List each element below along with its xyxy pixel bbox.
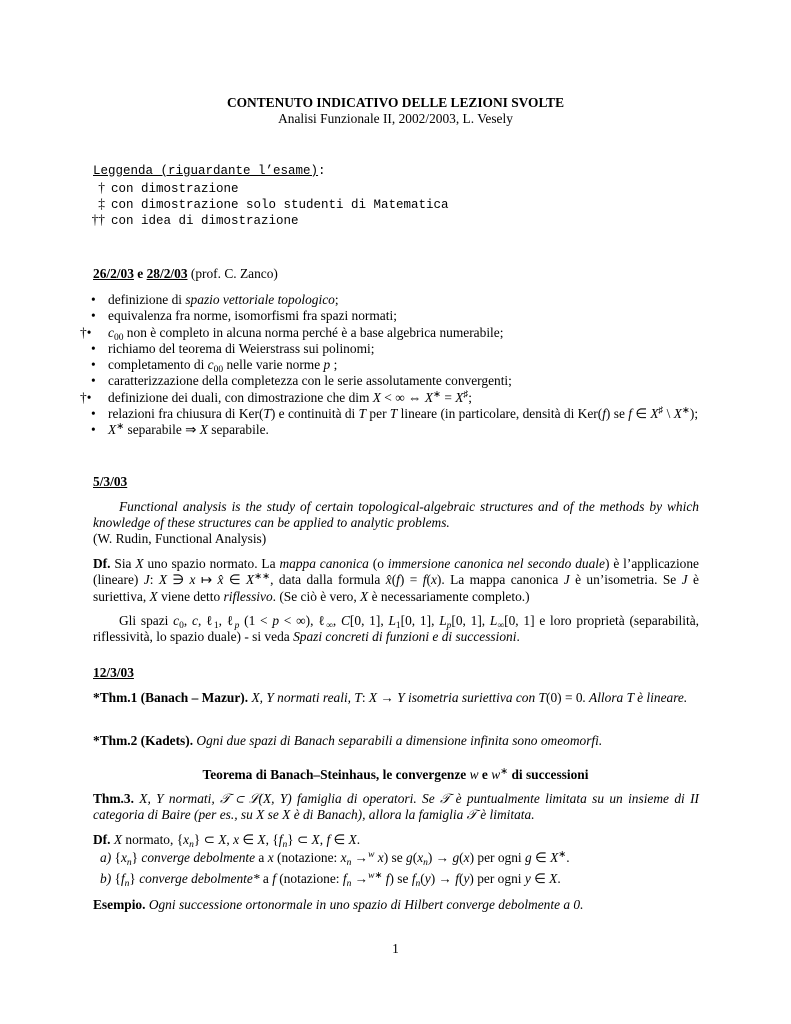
bullet-icon: • [91,340,96,356]
definition-body: Sia X uno spazio normato. La mappa canonica (o immersione canonica nel secondo duale) è l’applicazione (lineare) J: X ∋ x ↦ x̂ ∈ X∗∗, data dalla formula x̂(f) = f(x). La mappa canonica J è un’isometria. Se J è suriettiva, X viene detto riflessivo. (Se ciò è vero, X è necessariamente completo.) [93,556,699,604]
section-date: 28/2/03 [146,266,188,281]
list-item-text: richiamo del teorema di Weierstrass sui polinomi; [108,340,375,356]
list-item [93,406,713,422]
definition-weak-convergence [93,832,699,848]
legend-item [81,212,299,228]
dagger-bullet-icon: †• [80,324,92,340]
document-subtitle: Analisi Funzionale II, 2002/2003, L. Vesely [278,111,513,126]
list-item-text: relazioni fra chiusura di Ker(T) e continuità di T per T lineare (in particolare, densità di Ker(f) se f ∈ X♯ \ X∗); [108,406,699,422]
legend-item-text: con idea di dimostrazione [111,214,299,228]
list-item [93,373,713,389]
topic-list [80,292,713,439]
list-item [93,308,713,324]
legend-item [81,196,449,212]
rudin-quote [93,499,699,532]
theorem-label: Thm.3. [93,791,134,806]
definition-part-a: a) $\{x_n\}$ converge debolmente a x (notazione: $x_n \to^w$ x) se $g(x_n) \to g(x)$ per ogni g ∈ X∗. [100,850,570,868]
section-date: 5/3/03 [93,474,128,489]
list-item [80,324,713,343]
theorem-kadets [93,733,699,749]
theorem-label: *Thm.1 (Banach – Mazur). [93,690,249,705]
list-item [93,422,713,438]
theorem-label: *Thm.2 (Kadets). [93,733,194,748]
definition-canonical-map [93,556,699,605]
bullet-icon: • [91,422,96,438]
list-item [93,341,713,357]
bullet-icon: • [91,292,96,307]
bullet-icon: • [91,373,96,389]
example-orthonormal [93,897,699,913]
theorem-body: X, Y normati, 𝒯 ⊂ ℒ(X, Y) famiglia di operatori. Se 𝒯 è puntualmente limitata su un insieme di II categoria di Baire (per es., su X se X è di Banach), allora la famiglia 𝒯 è limitata. [93,791,699,823]
document-title: CONTENUTO INDICATIVO DELLE LEZIONI SVOLTE [226,95,565,110]
dagger-bullet-icon: †• [80,389,92,405]
quote-text: Functional analysis is the study of certain topological-algebraic structures and of the methods by which knowledge of these structures can be applied to analytic problems. [93,499,699,531]
legend-item [81,180,239,196]
legend-item-text: con dimostrazione [111,182,239,196]
list-item [93,292,713,308]
list-item [91,357,713,376]
list-item [80,389,713,406]
list-item-text: completamento di $c_{00}$ nelle varie norme p ; [108,357,338,376]
bullet-icon: • [91,406,96,422]
double-dagger-pair-symbol: †† [91,212,105,227]
section-date: 26/2/03 [93,266,134,281]
theorem-body: Ogni due spazi di Banach separabili a dimensione infinita sono omeomorfi. [196,733,603,748]
list-item-text: equivalenza fra norme, isomorfismi fra spazi normati; [108,308,397,324]
theorem-banach-mazur [93,690,699,706]
theorem-3 [93,791,699,824]
section-note: (prof. C. Zanco) [190,266,278,281]
section-heading-s1 [93,266,278,282]
bullet-icon: • [91,308,96,324]
section-joiner: e [137,266,144,281]
dagger-symbol: † [98,180,105,195]
section-date: 12/3/03 [93,665,134,680]
definition-label: Df. [93,832,111,847]
page-number: 1 [392,941,399,956]
section-heading-s2 [93,474,127,490]
bullet-icon: • [91,357,96,373]
list-item-text: definizione dei duali, con dimostrazione che dim X < ∞ ⇔ X∗ = X♯; [108,389,472,405]
list-item-text: $c_{00}$ non è completo in alcuna norma perché è a base algebrica numerabile; [108,324,504,343]
double-dagger-symbol: ‡ [98,196,105,211]
banach-steinhaus-heading: Teorema di Banach–Steinhaus, le convergenze w e w∗ di successioni [202,767,589,782]
theorem-body: X, Y normati reali, T: X → Y isometria suriettiva con T(0) = 0. Allora T è lineare. [251,690,688,705]
section-heading-s3 [93,665,134,681]
definition-body: X normato, $\{x_n\}$ ⊂ X, x ∈ X, $\{f_n\}$ ⊂ X, f ∈ X. [113,832,361,850]
legend-heading [93,164,326,178]
legend-heading-suffix: : [318,164,326,178]
legend-heading-text: Leggenda (riguardante l’esame) [93,164,319,178]
definition-part-b: b) $\{f_n\}$ converge debolmente* a f (notazione: $f_n \to^{w∗}$ f) se $f_n(y) \to f(y)$ per ogni y ∈ X. [100,871,561,889]
example-body: Ogni successione ortonormale in uno spazio di Hilbert converge debolmente a 0. [148,897,584,912]
list-item-text: definizione di spazio vettoriale topologico; [108,292,339,307]
definition-label: Df. [93,556,111,571]
example-label: Esempio. [93,897,146,912]
legend-item-text: con dimostrazione solo studenti di Matematica [111,198,449,212]
quote-source: (W. Rudin, Functional Analysis) [93,531,267,546]
list-item-text: caratterizzazione della completezza con le serie assolutamente convergenti; [108,373,512,389]
concrete-spaces-paragraph: Gli spazi $c_0$, c, ℓ$_1$, ℓ$_p$ (1 < p < ∞), ℓ$_\infty$, C[0, 1], $L_1[0$, 1], $L_p[0$, 1], $L_\infty[0$, 1] e loro proprietà (separabilità, riflessività, lo spazio duale) - si veda Spazi concreti di funzioni e di successioni. [93,613,699,645]
list-item-text: X∗ separabile ⇒ X separabile. [108,422,269,438]
